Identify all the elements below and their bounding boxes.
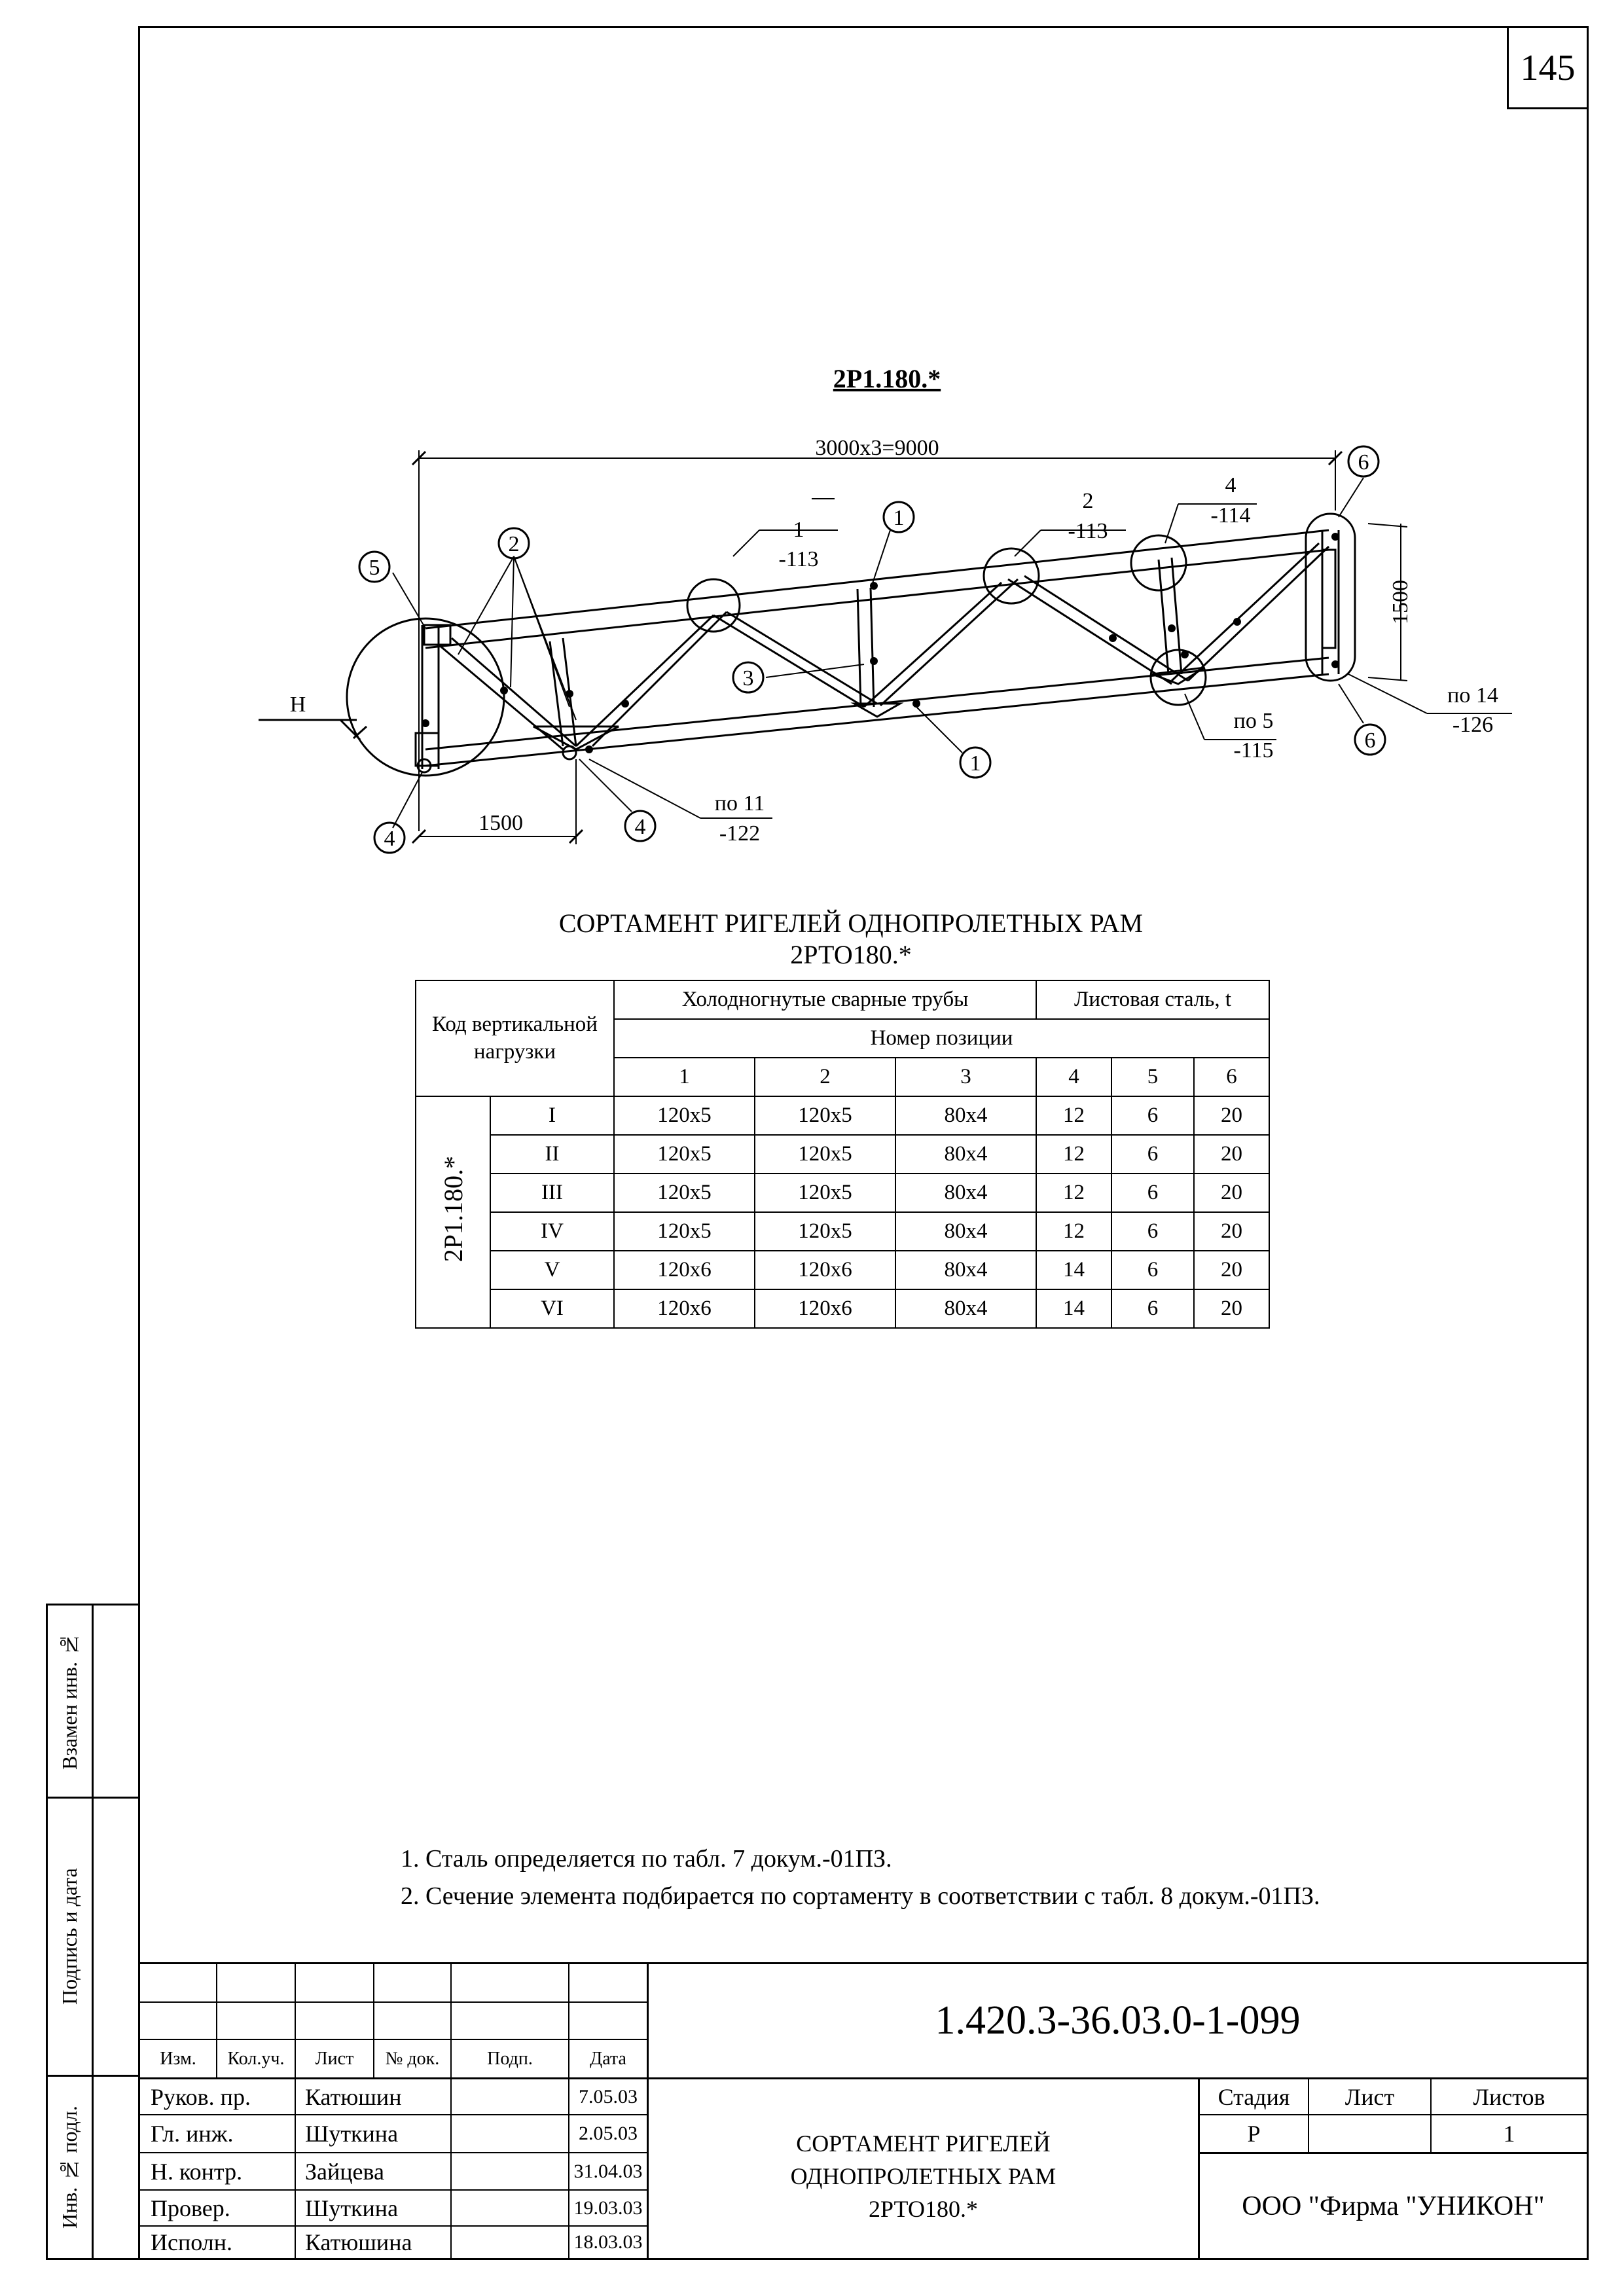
cell-pos5: 6 [1111,1135,1194,1174]
callout-3: 3 [742,666,754,691]
signature-date-label: Подпись и дата [58,1868,81,2005]
original-inv-label: Инв. № подл. [58,2106,81,2229]
cell-pos5: 6 [1111,1174,1194,1212]
cell-pos4: 14 [1036,1289,1111,1328]
role-5: Исполн. [151,2229,232,2255]
cell-pos2: 120х5 [755,1135,895,1174]
cell-pos6: 20 [1194,1251,1269,1289]
table-row [416,1096,1269,1135]
cell-pos1: 120х5 [614,1096,755,1135]
role-2: Гл. инж. [151,2121,234,2147]
cell-pos2: 120х5 [755,1096,895,1135]
date-4: 19.03.03 [573,2197,643,2219]
callout-4-bottom: 4 [634,815,646,839]
role-3: Н. контр. [151,2158,243,2185]
date-5: 18.03.03 [573,2231,643,2253]
header-pipes: Холодногнутые сварные трубы [614,980,1036,1019]
header-sheet-steel: Листовая сталь, t [1036,980,1269,1019]
table-title-line1: СОРТАМЕНТ РИГЕЛЕЙ ОДНОПРОЛЕТНЫХ РАМ [558,908,1144,938]
cell-pos5: 6 [1111,1289,1194,1328]
cell-pos6: 20 [1194,1135,1269,1174]
ref-2-113: -113 [1068,519,1108,543]
table-row [416,1135,1269,1174]
position-1: 1 [614,1058,755,1096]
position-6: 6 [1194,1058,1269,1096]
cell-pos4: 12 [1036,1212,1111,1251]
sheets-label: Листов [1473,2083,1545,2110]
cell-pos3: 80х4 [895,1135,1036,1174]
side-dimension: 1500 [1388,580,1413,624]
load-label: H [289,692,306,717]
ref-po5: по 5 [1233,709,1274,733]
name-4: Шуткина [305,2195,399,2221]
ref-po11-122: -122 [719,821,761,846]
cell-pos4: 12 [1036,1096,1111,1135]
callout-1-bottom: 1 [969,751,981,776]
table-row [416,1174,1269,1212]
cell-pos4: 12 [1036,1174,1111,1212]
header-list: Лист [315,2048,354,2069]
sheet-number: 145 [1520,47,1576,88]
ref-1-113: -113 [778,547,819,571]
ref-1: 1 [793,518,804,542]
cell-pos1: 120х5 [614,1174,755,1212]
cell-pos4: 12 [1036,1135,1111,1174]
position-4: 4 [1036,1058,1111,1096]
bottom-dimension: 1500 [478,811,523,835]
position-2: 2 [755,1058,895,1096]
cell-pos6: 20 [1194,1174,1269,1212]
callout-6-top: 6 [1358,450,1369,475]
truss-drawing [0,0,1624,890]
header-ndok: № док. [385,2048,440,2069]
ref-4-114: -114 [1210,503,1251,528]
cell-pos1: 120х6 [614,1289,755,1328]
cell-pos1: 120х5 [614,1135,755,1174]
cell-pos3: 80х4 [895,1212,1036,1251]
doc-name-line1: СОРТАМЕНТ РИГЕЛЕЙ [796,2130,1051,2157]
date-3: 31.04.03 [573,2160,643,2182]
cell-pos3: 80х4 [895,1174,1036,1212]
document-code: 1.420.3-36.03.0-1-099 [935,1998,1301,2043]
header-kol: Кол.уч. [227,2048,285,2069]
replace-inv-label: Взамен инв. № [58,1632,81,1770]
callout-4-left: 4 [384,827,395,851]
cell-pos5: 6 [1111,1096,1194,1135]
doc-name-line3: 2РТО180.* [869,2196,978,2222]
note-1: 1. Сталь определяется по табл. 7 докум.-01ПЗ. [401,1845,892,1873]
group-label-cell [416,1096,490,1328]
cell-pos2: 120х6 [755,1251,895,1289]
callout-2-left: 2 [508,532,520,556]
ref-po14-126: -126 [1452,713,1494,737]
ref-2: 2 [1082,489,1094,513]
row-code: I [490,1096,614,1135]
row-code: IV [490,1212,614,1251]
header-data: Дата [590,2048,626,2069]
doc-name-line2: ОДНОПРОЛЕТНЫХ РАМ [790,2163,1056,2189]
cell-pos6: 20 [1194,1212,1269,1251]
cell-pos2: 120х6 [755,1289,895,1328]
cell-pos1: 120х6 [614,1251,755,1289]
table-row [416,1212,1269,1251]
cell-pos2: 120х5 [755,1212,895,1251]
row-code: III [490,1174,614,1212]
row-code: II [490,1135,614,1174]
role-1: Руков. пр. [151,2083,251,2110]
date-2: 2.05.03 [579,2123,638,2144]
cell-pos3: 80х4 [895,1096,1036,1135]
cell-pos1: 120х5 [614,1212,755,1251]
header-position-number: Номер позиции [614,1019,1269,1058]
cell-pos6: 20 [1194,1096,1269,1135]
row-code: VI [490,1289,614,1328]
note-2: 2. Сечение элемента подбирается по сортаменту в соответствии с табл. 8 докум.-01ПЗ. [401,1882,1320,1910]
name-2: Шуткина [305,2121,399,2147]
drawing-title: 2Р1.180.* [833,363,941,393]
role-4: Провер. [151,2195,230,2221]
stage-label: Стадия [1218,2083,1290,2110]
sheet-label: Лист [1344,2083,1395,2110]
callout-6-bottom: 6 [1364,728,1376,753]
name-1: Катюшин [305,2083,402,2110]
ref-4: 4 [1225,473,1236,497]
cell-pos3: 80х4 [895,1251,1036,1289]
position-5: 5 [1111,1058,1194,1096]
header-load-code: Код вертикальной нагрузки [416,980,614,1096]
company-name: ООО "Фирма "УНИКОН" [1242,2191,1545,2221]
table-title-line2: 2РТО180.* [790,939,912,969]
sheets-value: 1 [1503,2121,1515,2147]
callout-5-left: 5 [369,556,380,580]
sheet-value [1309,2115,1430,2152]
row-code: V [490,1251,614,1289]
cell-pos5: 6 [1111,1212,1194,1251]
cell-pos4: 14 [1036,1251,1111,1289]
cell-pos3: 80х4 [895,1289,1036,1328]
position-3: 3 [895,1058,1036,1096]
header-izm: Изм. [160,2048,196,2069]
date-1: 7.05.03 [579,2085,638,2108]
group-label: 2Р1.180.* [438,1155,468,1263]
callout-1-top: 1 [893,506,905,530]
table-row [416,1251,1269,1289]
header-podp: Подп. [487,2048,533,2069]
table-row [416,1289,1269,1328]
name-3: Зайцева [305,2158,385,2185]
span-dimension: 3000х3=9000 [815,436,939,460]
stage-value: Р [1247,2121,1261,2147]
ref-po5-115: -115 [1233,738,1274,762]
name-5: Катюшина [305,2229,412,2255]
cell-pos2: 120х5 [755,1174,895,1212]
ref-po11: по 11 [714,791,765,816]
cell-pos6: 20 [1194,1289,1269,1328]
cell-pos5: 6 [1111,1251,1194,1289]
assortment-table [415,980,1270,1329]
ref-po14: по 14 [1447,683,1498,708]
